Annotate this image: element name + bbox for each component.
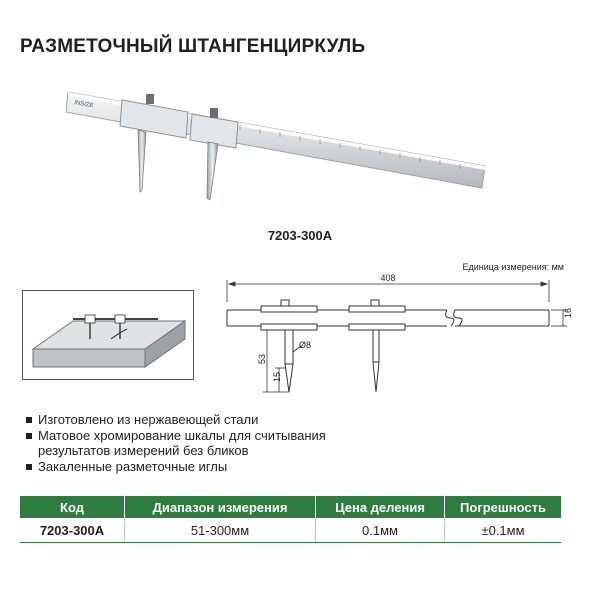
feature-item: Закаленные разметочные иглы xyxy=(24,459,398,475)
col-header-accuracy: Погрешность xyxy=(445,496,562,518)
right-slider-drawing xyxy=(349,300,405,392)
cell-accuracy: ±0.1мм xyxy=(445,518,562,543)
cell-code: 7203-300A xyxy=(20,518,125,543)
right-slider xyxy=(190,108,238,200)
technical-drawing xyxy=(215,270,585,400)
usage-illustration xyxy=(22,290,194,380)
brand-logo: INSIZE xyxy=(73,100,94,110)
col-header-resolution: Цена деления xyxy=(316,496,445,518)
pin-dimensions xyxy=(263,330,301,392)
model-number: 7203-300A xyxy=(267,228,333,243)
height-label: 16 xyxy=(563,307,573,318)
diameter-label: Ø8 xyxy=(299,340,312,350)
spec-table xyxy=(20,496,561,543)
length-dimension xyxy=(227,280,549,302)
feature-item: Изготовлено из нержавеющей стали xyxy=(24,412,398,428)
page-title: РАЗМЕТОЧНЫЙ ШТАНГЕНЦИРКУЛЬ xyxy=(20,36,366,57)
left-slider xyxy=(120,94,188,192)
cell-range: 51-300мм xyxy=(125,518,316,543)
col-header-code: Код xyxy=(20,496,125,518)
feature-list xyxy=(24,412,398,474)
table-row xyxy=(20,518,561,543)
pin-length-label: 53 xyxy=(257,353,267,364)
feature-item: Матовое хромирование шкалы для считывания результатов измерений без бликов xyxy=(24,428,398,459)
spec-table-header xyxy=(20,496,561,518)
tip-length-label: 15 xyxy=(272,371,282,382)
cell-resolution: 0.1мм xyxy=(316,518,445,543)
length-label: 408 xyxy=(380,273,396,283)
product-photo xyxy=(60,82,500,212)
unit-label: Единица измерения: мм xyxy=(462,262,564,272)
col-header-range: Диапазон измерения xyxy=(125,496,316,518)
